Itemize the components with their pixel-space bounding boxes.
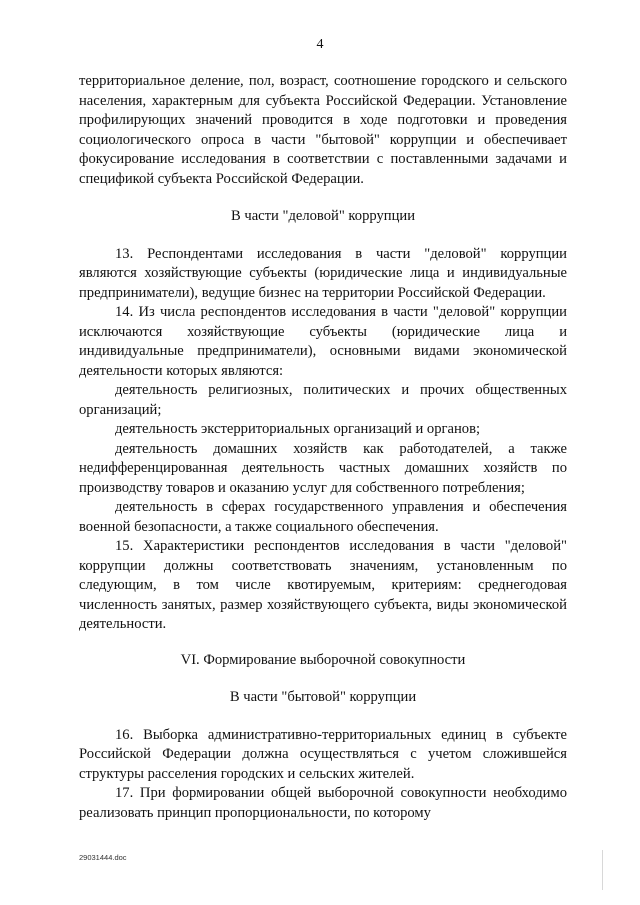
paragraph-continuation: территориальное деление, пол, возраст, соотношение городского и сельского населения, характерным для субъекта Российской Федерации. Установление профилирующих значений проводится в ходе подготовки и проведения социологического опроса в части "бытовой" коррупции и обеспечивает фокусирование исследования в соответствии с поставленными задачами и спецификой субъекта Российской Федерации. (79, 73, 567, 187)
paragraph-14: 14. Из числа респондентов исследования в части "деловой" коррупции исключаются хозяйствующие субъекты (юридические лица и индивидуальные предприниматели), основными видами экономической деятельности которых являются: (79, 304, 567, 379)
paragraph-16: 16. Выборка административно-территориальных единиц в субъекте Российской Федерации должна осуществляться с учетом сложившейся структуры расселения городских и сельских жителей. (79, 726, 567, 782)
paragraph-14-item-c: деятельность домашних хозяйств как работодателей, а также недифференцированная деятельность частных домашних хозяйств по производству товаров и оказанию услуг для собственного потребления; (79, 440, 567, 496)
margin-line (602, 850, 603, 890)
paragraph-15: 15. Характеристики респондентов исследования в части "деловой" коррупции должны соответствовать значениям, установленным по следующим, в том числе квотируемым, критериям: среднегодовая численность занятых, размер хозяйствующего субъекта, виды экономической деятельности. (79, 538, 567, 632)
paragraph-13: 13. Респондентами исследования в части "деловой" коррупции являются хозяйствующие субъекты (юридические лица и индивидуальные предприниматели), ведущие бизнес на территории Российской Федерации. (79, 245, 567, 301)
paragraph-14-item-a: деятельность религиозных, политических и прочих общественных организаций; (79, 382, 567, 418)
section-heading-vi: VI. Формирование выборочной совокупности (180, 651, 466, 668)
footer-filename: 29031444.doc (79, 853, 127, 862)
paragraph-17: 17. При формировании общей выборочной совокупности необходимо реализовать принцип пропорциональности, по которому (79, 785, 567, 821)
subheading-business-corruption: В части "деловой" коррупции (230, 208, 416, 224)
paragraph-14-item-b: деятельность экстерриториальных организаций и органов; (115, 421, 481, 437)
subheading-household-corruption: В части "бытовой" коррупции (229, 689, 417, 705)
paragraph-14-item-d: деятельность в сферах государственного управления и обеспечения военной безопасности, а также социального обеспечения. (79, 499, 567, 535)
page-number: 4 (316, 37, 324, 52)
document-body (79, 72, 567, 823)
